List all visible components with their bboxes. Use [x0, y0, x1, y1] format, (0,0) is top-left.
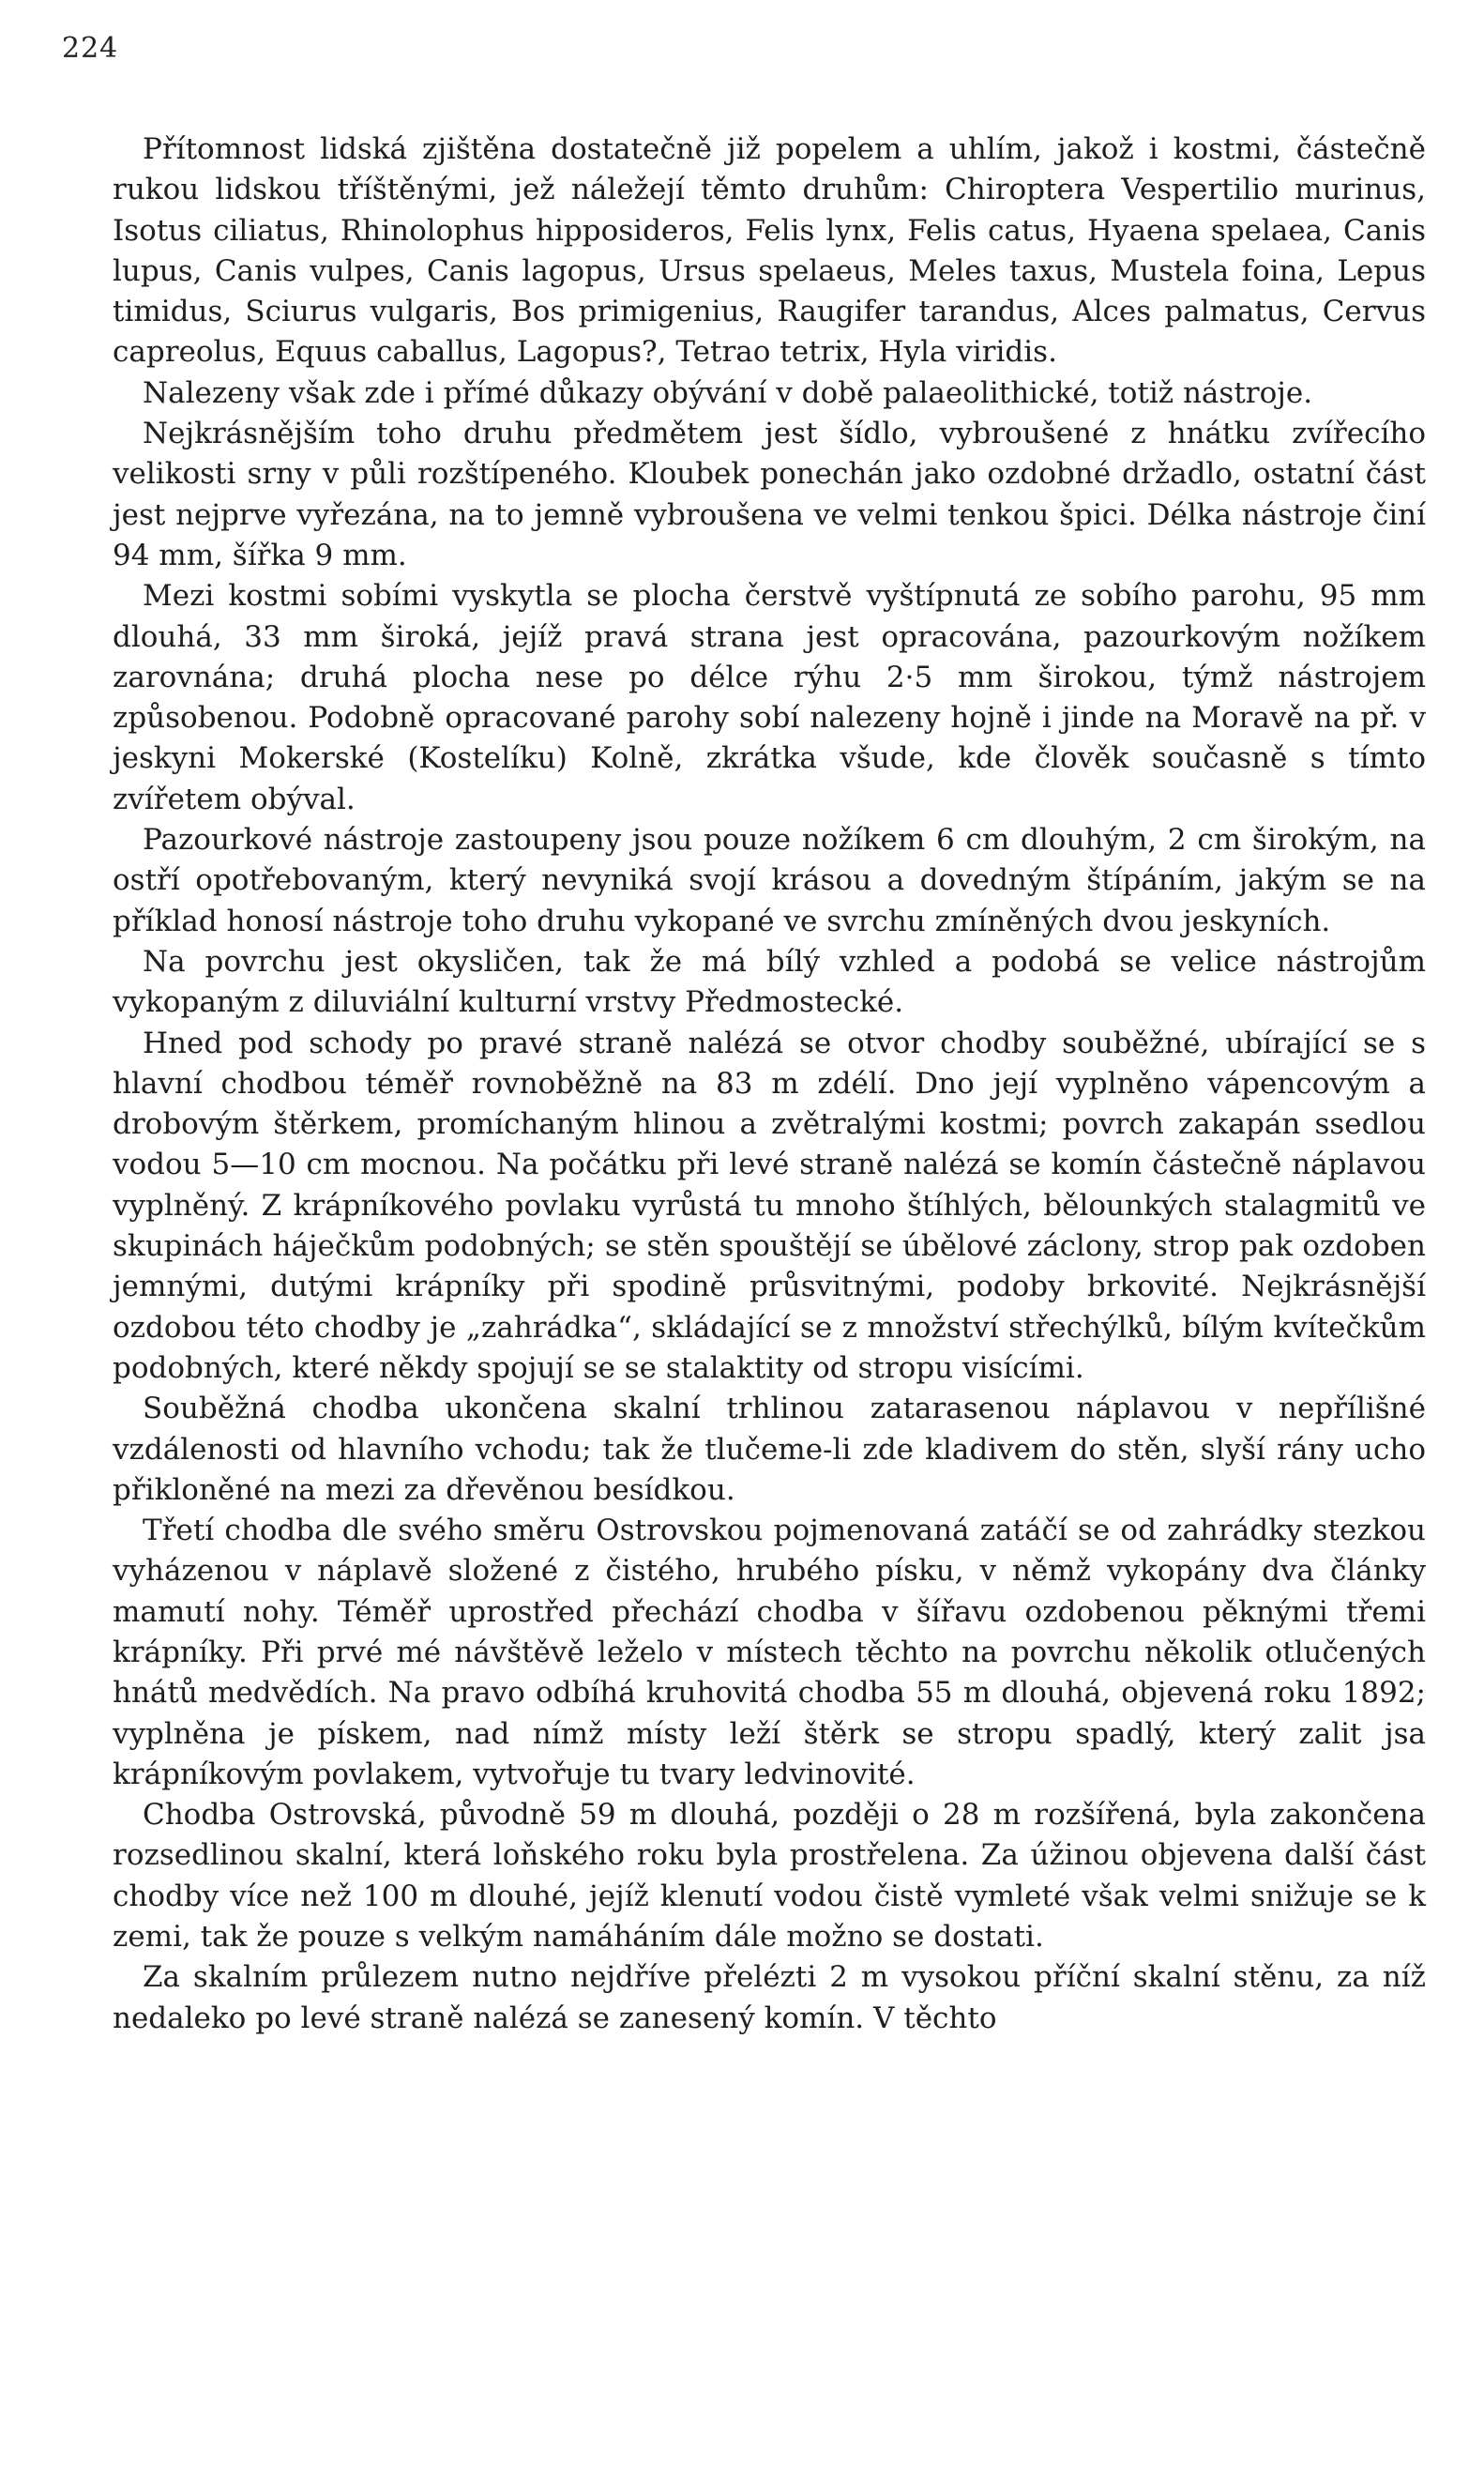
text-column [113, 129, 1426, 2039]
paragraph-flint-tools: Pazourkové nástroje zastoupeny jsou pouze nožíkem 6 cm dlouhým, 2 cm širokým, na ostří opotřebovaným, který nevyniká svojí krásou a dovedným štípáním, jakým se na příklad honosí nástroje toho druhu vykopané ve svrchu zmíněných dvou jeskyních. [113, 823, 1426, 938]
paragraph-reindeer-antler: Mezi kostmi sobími vyskytla se plocha čerstvě vyštípnutá ze sobího parohu, 95 mm dlouhá, 33 mm široká, jejíž pravá strana jest opracována, pazourkovým nožíkem zarovnána; druhá plocha nese po délce rýhu 2·5 mm širokou, týmž nástrojem způsobenou. Podobně opracované parohy sobí nalezeny hojně i jinde na Moravě na př. v jeskyni Mokerské (Kostelíku) Kolně, zkrátka všude, kde člověk současně s tímto zvířetem obýval. [113, 579, 1426, 816]
paragraph-ostrov-corridor: Třetí chodba dle svého směru Ostrovskou pojmenovaná zatáčí se od zahrádky stezkou vyházenou v náplavě složené z čistého, hrubého písku, v němž vykopány dva články mamutí nohy. Téměř uprostřed přechází chodba v šířavu ozdobenou pěknými třemi krápníky. Při prvé mé návštěvě leželo v místech těchto na povrchu několik otlučených hnátů medvědích. Na pravo odbíhá kruhovitá chodba 55 m dlouhá, objevená roku 1892; vyplněna je pískem, nad nímž místy leží štěrk se stropu spadlý, který zalit jsa krápníkovým povlakem, vytvořuje tu tvary ledvinovité. [113, 1514, 1426, 1791]
paragraph-fauna-list: Přítomnost lidská zjištěna dostatečně již popelem a uhlím, jakož i kostmi, částečně rukou lidskou tříštěnými, jež náležejí těmto druhům: Chiroptera Vespertilio murinus, Isotus ciliatus, Rhinolophus hipposideros, Felis lynx, Felis catus, Hyaena spelaea, Canis lupus, Canis vulpes, Canis lagopus, Ursus spelaeus, Meles taxus, Mustela foina, Lepus timidus, Sciurus vulgaris, Bos primigenius, Raugifer tarandus, Alces palmatus, Cervus capreolus, Equus caballus, Lagopus?, Tetrao tetrix, Hyla viridis. [113, 132, 1426, 370]
page-number: 224 [62, 32, 119, 65]
paragraph-rock-passage: Za skalním průlezem nutno nejdříve přelézti 2 m vysokou příční skalní stěnu, za níž nedaleko po levé straně nalézá se zanesený komín. V těchto [113, 1960, 1426, 2035]
paragraph-parallel-corridor: Hned pod schody po pravé straně nalézá se otvor chodby souběžné, ubírající se s hlavní chodbou téměř rovnoběžně na 83 m zdélí. Dno její vyplněno vápencovým a drobovým štěrkem, promíchaným hlinou a zvětralými kostmi; povrch zakapán ssedlou vodou 5—10 cm mocnou. Na počátku při levé straně nalézá se komín částečně náplavou vyplněný. Z krápníkového povlaku vyrůstá tu mnoho štíhlých, bělounkých stalagmitů ve skupinách háječkům podobných; se stěn spouštějí se úbělové záclony, strop pak ozdoben jemnými, dutými krápníky při spodině průsvitnými, podoby brkovité. Nejkrásnější ozdobou této chodby je „zahrádka“, skládající se z množství střechýlků, bílým kvítečkům podobných, které někdy spojují se se stalaktity od stropu visícími. [113, 1026, 1426, 1385]
paragraph-bone-awl: Nejkrásnějším toho druhu předmětem jest šídlo, vybroušené z hnátku zvířecího velikosti srny v půli rozštípeného. Kloubek ponechán jako ozdobné držadlo, ostatní část jest nejprve vyřezána, na to jemně vybroušena ve velmi tenkou špici. Délka nástroje činí 94 mm, šířka 9 mm. [113, 417, 1426, 572]
paragraph-oxidized-surface: Na povrchu jest okysličen, tak že má bílý vzhled a podobá se velice nástrojům vykopaným z diluviální kulturní vrstvy Předmostecké. [113, 944, 1426, 1020]
paragraph-ostrov-extension: Chodba Ostrovská, původně 59 m dlouhá, později o 28 m rozšířená, byla zakončena rozsedlinou skalní, která loňského roku byla prostřelena. Za úžinou objevena další část chodby více než 100 m dlouhé, jejíž klenutí vodou čistě vymleté však velmi snižuje se k zemi, tak že pouze s velkým namáháním dále možno se dostati. [113, 1798, 1426, 1955]
paragraph-corridor-end: Souběžná chodba ukončena skalní trhlinou zatarasenou náplavou v nepřílišné vzdálenosti od hlavního vchodu; tak že tlučeme-li zde kladivem do stěn, slyší rány ucho přikloněné na mezi za dřevěnou besídkou. [113, 1392, 1426, 1507]
paragraph-palaeolithic-evidence: Nalezeny však zde i přímé důkazy obývání v době palaeolithické, totiž nástroje. [143, 375, 1313, 410]
